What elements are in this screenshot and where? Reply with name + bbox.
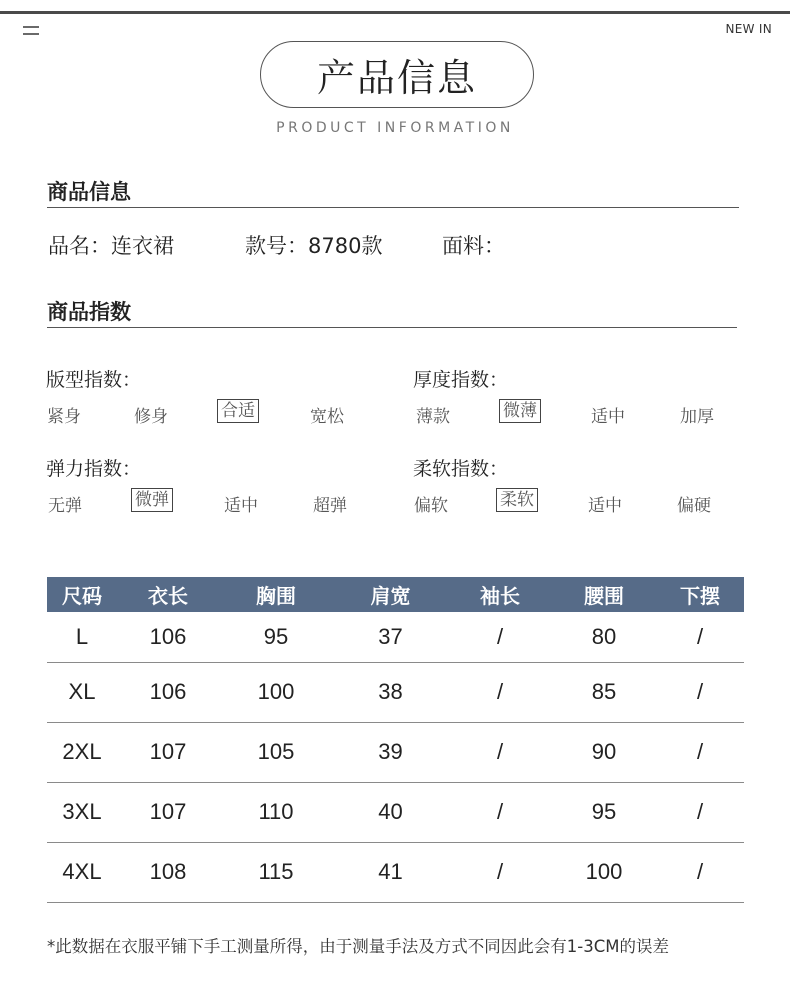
table-cell: 107	[117, 782, 219, 842]
column-header: 袖长	[448, 577, 552, 612]
column-header: 肩宽	[333, 577, 448, 612]
table-row	[47, 842, 744, 902]
table-row	[47, 662, 744, 722]
table-cell: 100	[552, 842, 656, 902]
table-cell: /	[656, 662, 744, 722]
index-label: 厚度指数：	[413, 369, 509, 391]
index-option: 适中	[591, 407, 625, 427]
table-cell: /	[656, 782, 744, 842]
index-option: 适中	[588, 496, 622, 516]
index-option-selected: 微薄	[499, 399, 541, 423]
index-option: 适中	[224, 496, 258, 516]
table-cell: 38	[333, 662, 448, 722]
table-cell: 100	[219, 662, 333, 722]
size-table-header	[47, 577, 744, 612]
table-cell: 37	[333, 612, 448, 662]
index-option: 加厚	[680, 407, 714, 427]
table-cell: /	[656, 722, 744, 782]
table-cell: 106	[117, 662, 219, 722]
table-cell: /	[656, 842, 744, 902]
table-cell: 106	[117, 612, 219, 662]
table-cell: 95	[552, 782, 656, 842]
index-option: 偏硬	[677, 496, 711, 516]
index-option-selected: 合适	[217, 399, 259, 423]
column-header: 胸围	[219, 577, 333, 612]
page-title-badge	[260, 41, 534, 108]
indices-heading: 商品指数	[47, 300, 131, 324]
table-cell: XL	[47, 662, 117, 722]
index-label: 版型指数：	[46, 369, 142, 391]
table-cell: /	[448, 782, 552, 842]
new-in-label: NEW IN	[725, 22, 772, 36]
index-option: 超弹	[313, 496, 347, 516]
menu-icon[interactable]	[23, 26, 39, 36]
table-cell: 85	[552, 662, 656, 722]
page-title: 产品信息	[316, 56, 477, 100]
table-cell: /	[448, 722, 552, 782]
table-cell: 39	[333, 722, 448, 782]
table-cell: 110	[219, 782, 333, 842]
index-option: 紧身	[47, 407, 81, 427]
column-header: 尺码	[47, 577, 117, 612]
table-cell: 2XL	[47, 722, 117, 782]
page-subtitle: PRODUCT INFORMATION	[276, 120, 514, 136]
table-row	[47, 722, 744, 782]
table-cell: 3XL	[47, 782, 117, 842]
table-cell: 41	[333, 842, 448, 902]
table-cell: /	[448, 842, 552, 902]
table-cell: 108	[117, 842, 219, 902]
product-info-heading: 商品信息	[47, 180, 131, 204]
table-cell: 95	[219, 612, 333, 662]
style-number: 款号：8780款	[245, 234, 383, 258]
table-cell: 105	[219, 722, 333, 782]
index-option: 偏软	[414, 496, 448, 516]
fabric: 面料：	[442, 234, 505, 258]
table-cell: L	[47, 612, 117, 662]
column-header: 下摆	[656, 577, 744, 612]
table-cell: 4XL	[47, 842, 117, 902]
table-cell: /	[448, 612, 552, 662]
table-row	[47, 782, 744, 842]
table-cell: 40	[333, 782, 448, 842]
product-name: 品名：连衣裙	[48, 234, 174, 258]
index-option: 宽松	[310, 407, 344, 427]
table-cell: 80	[552, 612, 656, 662]
table-cell: /	[448, 662, 552, 722]
table-cell: 90	[552, 722, 656, 782]
table-cell: 107	[117, 722, 219, 782]
table-cell: 115	[219, 842, 333, 902]
table-cell: /	[656, 612, 744, 662]
index-option-selected: 柔软	[496, 488, 538, 512]
indices-divider	[47, 327, 737, 328]
index-option: 无弹	[48, 496, 82, 516]
index-label: 柔软指数：	[413, 458, 509, 480]
column-header: 衣长	[117, 577, 219, 612]
index-option: 修身	[134, 407, 168, 427]
index-option-selected: 微弹	[131, 488, 173, 512]
table-row	[47, 612, 744, 662]
column-header: 腰围	[552, 577, 656, 612]
top-divider	[0, 11, 790, 14]
index-option: 薄款	[416, 407, 450, 427]
size-table	[47, 577, 744, 903]
measurement-footnote: *此数据在衣服平铺下手工测量所得，由于测量手法及方式不同因此会有1-3CM的误差	[47, 937, 669, 956]
product-info-divider	[47, 207, 739, 208]
index-label: 弹力指数：	[46, 458, 142, 480]
